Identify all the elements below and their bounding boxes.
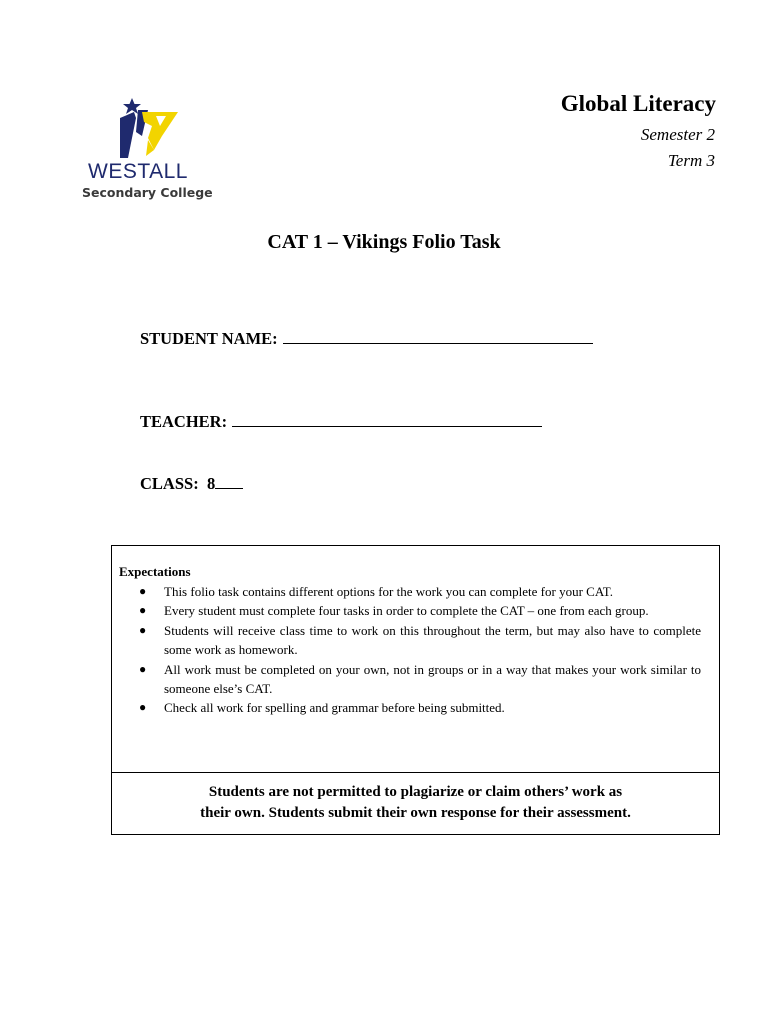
list-item-text: Every student must complete four tasks in order to complete the CAT – one from each group.	[164, 603, 649, 619]
list-item	[119, 660, 701, 699]
task-title: CAT 1 – Vikings Folio Task	[267, 231, 501, 253]
list-item	[119, 582, 701, 601]
plagiarism-notice	[112, 782, 719, 824]
list-item-text: Students will receive class time to work on this throughout the term, but may also have to complete some work as homework.	[164, 622, 701, 658]
bullet-icon: ●	[139, 700, 147, 715]
teacher-label: TEACHER:	[140, 412, 228, 431]
notice-line-1: Students are not permitted to plagiarize or claim others’ work as	[208, 784, 623, 800]
school-logo	[80, 96, 220, 206]
expectations-heading: Expectations	[119, 564, 191, 579]
list-item	[119, 621, 701, 660]
logo-wordmark: WESTALL	[88, 160, 188, 183]
list-item-text: This folio task contains different options for the work you can complete for your CAT.	[164, 584, 614, 599]
bullet-icon: ●	[139, 603, 147, 618]
bullet-icon: ●	[139, 584, 147, 598]
list-item	[119, 698, 701, 717]
student-name-field[interactable]	[283, 329, 593, 344]
student-name-label: STUDENT NAME:	[140, 329, 278, 348]
teacher-field[interactable]	[232, 412, 542, 427]
semester-label: Semester 2	[640, 125, 715, 144]
notice-line-2: their own. Students submit their own response for their assessment.	[200, 805, 631, 821]
teacher-row	[140, 412, 542, 432]
bullet-icon: ●	[139, 622, 147, 637]
class-field[interactable]	[215, 474, 243, 489]
class-value: 8	[206, 474, 216, 493]
student-name-row	[140, 329, 593, 349]
box-divider	[112, 772, 719, 773]
logo-subtitle: Secondary College	[82, 185, 213, 200]
expectations-box	[111, 545, 720, 835]
class-label: CLASS:	[140, 474, 199, 493]
class-row	[140, 474, 243, 494]
subject-title: Global Literacy	[560, 91, 716, 116]
bullet-icon: ●	[139, 661, 147, 676]
list-item	[119, 601, 701, 620]
westall-emblem-icon	[118, 96, 182, 158]
list-item-text: All work must be completed on your own, not in groups or in a way that makes your work similar to someone else’s CAT.	[164, 661, 701, 697]
list-item-text: Check all work for spelling and grammar before being submitted.	[164, 700, 505, 716]
term-label: Term 3	[667, 151, 715, 170]
expectations-list	[119, 582, 701, 718]
